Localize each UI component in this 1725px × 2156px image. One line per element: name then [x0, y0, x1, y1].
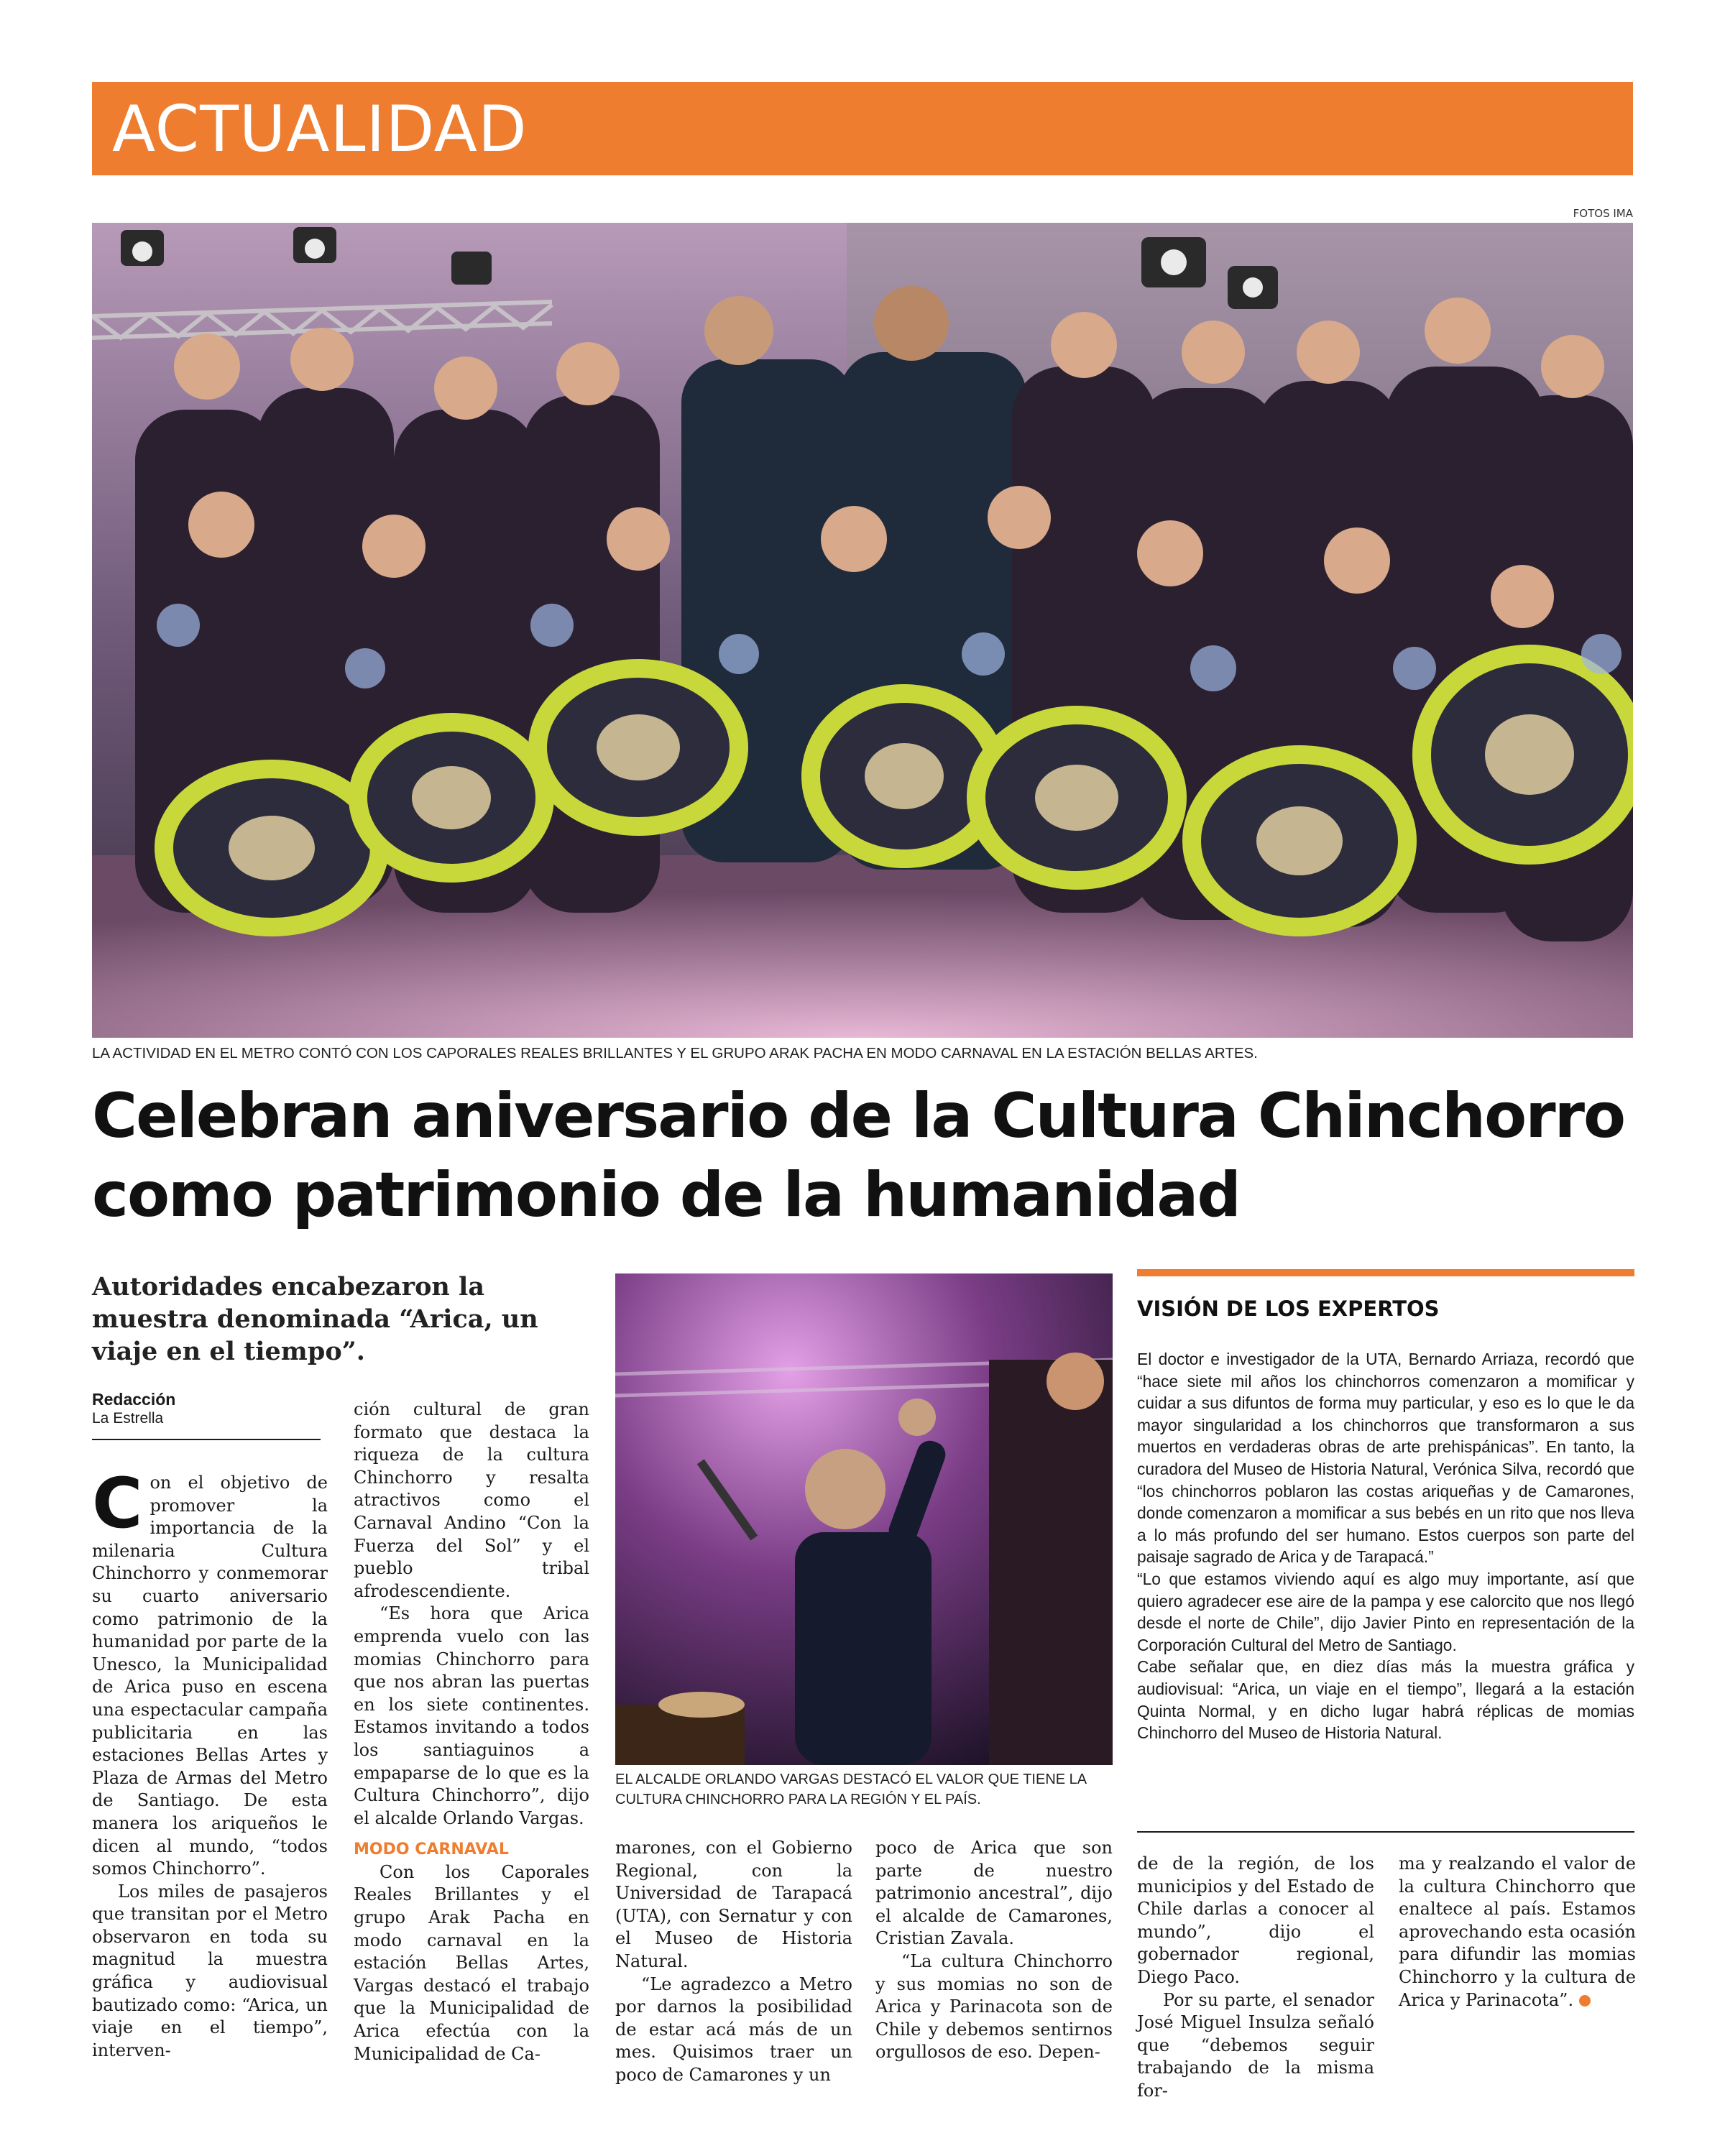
article-paragraph: Por su parte, el senador José Miguel Insulza señaló que “debemos seguir trabajando de la misma for-: [1137, 1989, 1374, 2101]
experts-paragraph: Cabe señalar que, en diez días más la muestra gráfica y audiovisual: “Arica, un viaje en el tiempo”, llegará a la estación Quinta Normal, y en dicho lugar habrá réplicas de momias Chinchorro del Museo de Historia Natural.: [1137, 1657, 1634, 1743]
article-paragraph: ción cultural de gran formato que destaca la riqueza de la cultura Chinchorro y resalta atractivos como el Carnaval Andino “Con la Fuerza del Sol” y el pueblo tribal afrodescendiente.: [354, 1399, 589, 1601]
byline-outlet: La Estrella: [92, 1410, 164, 1427]
section-header-bar: [92, 82, 1633, 175]
article-paragraph: marones, con el Gobierno Regional, con la Universidad de Tarapacá (UTA), con Sernatur y con el Museo de Historia Natural.: [615, 1838, 852, 1971]
article-paragraph: [92, 1463, 328, 1881]
article-paragraph: “La cultura Chinchorro y sus momias no son de Arica y Parinacota son de Chile y debemos sentirnos orgullosos de eso. Depen-: [875, 1950, 1113, 2063]
main-photo-illustration: [92, 223, 1633, 1038]
main-photo-caption: LA ACTIVIDAD EN EL METRO CONTÓ CON LOS CAPORALES REALES BRILLANTES Y EL GRUPO ARAK PACHA EN MODO CARNAVAL EN LA ESTACIÓN BELLAS ARTES.: [92, 1045, 1258, 1061]
end-mark-icon: [1579, 1995, 1591, 2007]
article-text: ma y realzando el valor de la cultura Chinchorro que enaltece al país. Estamos aprovechando esta ocasión para difundir las momias Chinchorro y la cultura de Arica y Parinacota”.: [1399, 1853, 1636, 2010]
article-column-1: [92, 1463, 328, 2062]
article-column-4: [875, 1837, 1113, 2064]
section-label: ACTUALIDAD: [112, 92, 528, 166]
photo-credit: FOTOS IMA: [1573, 207, 1633, 220]
headline: [92, 1077, 1637, 1235]
experts-box-title: VISIÓN DE LOS EXPERTOS: [1137, 1296, 1440, 1321]
experts-paragraph: El doctor e investigador de la UTA, Bernardo Arriaza, recordó que “hace siete mil años los chinchorros comenzaron a momificar y cuidar a sus difuntos de forma muy particular, y eso es lo que le da mayor singularidad a los chinchorros que transformaron a sus muertos en verdaderas obras de arte prehispánicas”. En tanto, la curadora del Museo de Historia Natural, Verónica Silva, recordó que “los chinchorros poblaron las costas ariqueñas y de Camarones, donde comenzaron a momificar a sus bebés en un rito que nos lleva a lo más profundo del ser humano. Estos cuerpos son parte del paisaje sagrado de Arica y de Tarapacá.”: [1137, 1350, 1634, 1567]
byline-rule: [92, 1439, 321, 1440]
subhead-modo-carnaval: MODO CARNAVAL: [354, 1841, 509, 1859]
headline-line-1: Celebran aniversario de la Cultura Chinchorro: [92, 1080, 1625, 1152]
article-paragraph: Los miles de pasajeros que transitan por el Metro observaron en toda su magnitud la muestra gráfica y audiovisual bautizado como: “Arica, un viaje en el tiempo”, interven-: [92, 1881, 328, 2060]
experts-box-bottom-rule: [1137, 1831, 1634, 1833]
headline-line-2: como patrimonio de la humanidad: [92, 1159, 1240, 1231]
dropcap: C: [92, 1463, 143, 1544]
article-paragraph: [1399, 1853, 1636, 2012]
article-paragraph: “Es hora que Arica emprenda vuelo con las momias Chinchorro para que nos abran las puertas en los siete continentes. Estamos invitando a todos los santiaguinos a empaparse de lo que es la Cultura Chinchorro”, dijo el alcalde Orlando Vargas.: [354, 1603, 589, 1828]
side-photo-illustration: [615, 1273, 1113, 1765]
article-column-6: [1399, 1853, 1636, 2012]
side-photo-caption: EL ALCALDE ORLANDO VARGAS DESTACÓ EL VALOR QUE TIENE LA CULTURA CHINCHORRO PARA LA REGIÓN Y EL PAÍS.: [615, 1772, 1087, 1807]
article-text: on el objetivo de promover la importancia de la milenaria Cultura Chinchorro y conmemorar su cuarto aniversario como patrimonio de la humanidad por parte de la Unesco, la Municipalidad de Arica puso en escena una espectacular campaña publicitaria en las estaciones Bellas Artes y Plaza de Armas del Metro de Santiago. De esta manera los ariqueños le dicen al mundo, “todos somos Chinchorro”.: [92, 1473, 328, 1879]
article-paragraph: poco de Arica que son parte de nuestro patrimonio ancestral”, dijo el alcalde de Camarones, Cristian Zavala.: [875, 1838, 1113, 1949]
deck: Autoridades encabezaron la muestra denominada “Arica, un viaje en el tiempo”.: [92, 1272, 538, 1366]
experts-paragraph: “Lo que estamos viviendo aquí es algo muy importante, así que quiero agradecer ese aire de la pampa y ese calorcito que nos llegó desde el norte de Chile”, dijo Javier Pinto en representación de la Corporación Cultural del Metro de Santiago.: [1137, 1569, 1634, 1654]
article-column-2: [354, 1399, 589, 2065]
main-photo: [92, 223, 1633, 1038]
byline-name: Redacción: [92, 1390, 176, 1409]
article-paragraph: de de la región, de los municipios y del Estado de Chile darlas a conocer al mundo”, dijo el gobernador regional, Diego Paco.: [1137, 1853, 1374, 1987]
experts-box-rule: [1137, 1269, 1634, 1276]
article-paragraph: Con los Caporales Reales Brillantes y el grupo Arak Pacha en modo carnaval en la estación Bellas Artes, Vargas destacó el trabajo que la Municipalidad de Arica efectúa con la Municipalidad de Ca-: [354, 1861, 589, 2064]
article-column-5: [1137, 1853, 1374, 2103]
side-photo: [615, 1273, 1113, 1765]
experts-box-body: [1137, 1348, 1634, 1744]
article-paragraph: “Le agradezco a Metro por darnos la posibilidad de estar acá más de un mes. Quisimos traer un poco de Camarones y un: [615, 1973, 852, 2085]
article-column-3: [615, 1837, 852, 2087]
